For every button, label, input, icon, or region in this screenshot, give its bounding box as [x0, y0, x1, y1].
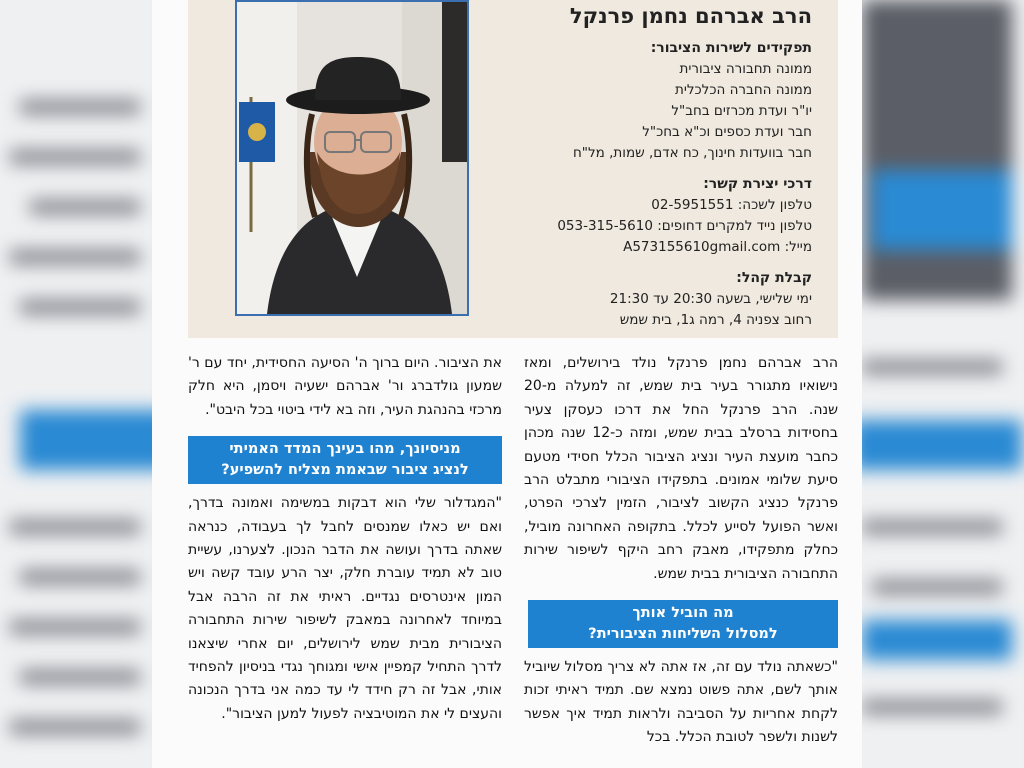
- blurred-background-right: [862, 0, 1024, 768]
- office-phone-label: טלפון לשכה:: [737, 197, 812, 213]
- reception-address: רחוב צפניה 4, רמה ג1, בית שמש: [619, 312, 812, 328]
- office-phone-row: [472, 195, 812, 216]
- question-line: מה הוביל אותך: [632, 605, 734, 622]
- question-line: מניסיונך, מהו בעינך המדד האמיתי: [229, 441, 461, 458]
- profile-info-box: [188, 0, 838, 338]
- article-column-left: [188, 352, 502, 726]
- continuation-paragraph: את הציבור. היום ברוך ה' הסיעה החסידית, יחד עם ר' שמעון גולדברג ור' אברהם ישעיה ויסמן, היא חלק מרכזי בהנהגת העיר, וזה בא לידי ביטוי בכל היבט".: [188, 355, 502, 418]
- role-item: חבר ועדת כספים וכ"א בחכ"ל: [642, 124, 812, 140]
- answer-paragraph: "כשאתה נולד עם זה, אז אתה לא צריך מסלול שיוביל אותך לשם, אתה פשוט נמצא שם. תמיד ראיתי זכות לקחת אחריות על הסביבה ולראות תמיד איך אפשר לשנות ולשפר לטובת הכלל. בכל: [524, 659, 838, 746]
- person-name: הרב אברהם נחמן פרנקל: [569, 4, 812, 28]
- profile-details: [472, 0, 812, 331]
- article-page: [152, 0, 862, 768]
- answer-paragraph: "המגדלור שלי הוא דבקות במשימה ואמונה בדרך, ואם יש כאלו שמנסים לחבל לך בעבודה, כנראה שאתה בדרך ועושה את הדבר הנכון. לצערנו, עשיית טוב לא תמיד עוברת חלק, יצר הרע עובד קשה ויש המון אינטרסים נגדיים. ראיתי את זה הרבה אבל במיוחד לאחרונה במאבק לשיפור שירות התחבורה הציבורית מבית שמש לירושלים, יום אחרי שיצאנו לדרך התחיל קמפיין אישי ומגוחך נגדי בניסיון להפחיד אותי, אבל זה רק חידד לי עד כמה אני בדרך הנכונה והעצים לי את המוטיבציה לפעול למען הציבור".: [188, 495, 502, 722]
- question-line: למסלול השליחות הציבורית?: [588, 626, 778, 643]
- article-column-right: [524, 352, 838, 750]
- role-item: ממונה החברה הכלכלית: [674, 82, 812, 98]
- contact-heading: דרכי יצירת קשר:: [703, 176, 812, 192]
- question-box: [528, 600, 838, 648]
- roles-heading: תפקידים לשירות הציבור:: [650, 40, 812, 56]
- blurred-background-left: [0, 0, 152, 768]
- question-box: [188, 436, 502, 484]
- role-item: ממונה תחבורה ציבורית: [679, 61, 812, 77]
- email-address: A573155610gmail.com: [623, 239, 781, 255]
- mobile-phone: 053-315-5610: [557, 218, 653, 234]
- portrait-photo: [235, 0, 469, 316]
- email-row: [472, 237, 812, 258]
- office-phone: 02-5951551: [651, 197, 734, 213]
- role-item: יו"ר ועדת מכרזים בחב"ל: [671, 103, 812, 119]
- reception-heading: קבלת קהל:: [736, 270, 812, 286]
- bio-paragraph: הרב אברהם נחמן פרנקל נולד בירושלים, ומאז נישואיו מתגורר בעיר בית שמש, זה למעלה מ-20 שנה. הרב פרנקל החל את דרכו כעסקן צעיר בחסידות ברסלב בבית שמש, ומזה כ-12 שנה מכהן כחבר מועצת העיר ונציג הציבור הכלל חסידי מטעם סיעת שלומי אמונים. בתפקידו הציבורי מתבלט הרב פרנקל כנציג הקשוב לציבור, הזמין לצרכי הפרט, ואשר הפועל לסייע לכלל. בתקופה האחרונה מוביל, כחלק מתפקידו, מאבק רחב היקף לשיפור שירות התחבורה הציבורית בבית שמש.: [524, 355, 838, 582]
- question-line: לנציג ציבור שבאמת מצליח להשפיע?: [221, 462, 469, 479]
- mobile-phone-row: [472, 216, 812, 237]
- reception-time: ימי שלישי, בשעה 20:30 עד 21:30: [609, 291, 812, 307]
- role-item: חבר בוועדות חינוך, כח אדם, שמות, מל"ח: [572, 145, 812, 161]
- mobile-phone-label: טלפון נייד למקרים דחופים:: [657, 218, 812, 234]
- email-label: מייל:: [784, 239, 812, 255]
